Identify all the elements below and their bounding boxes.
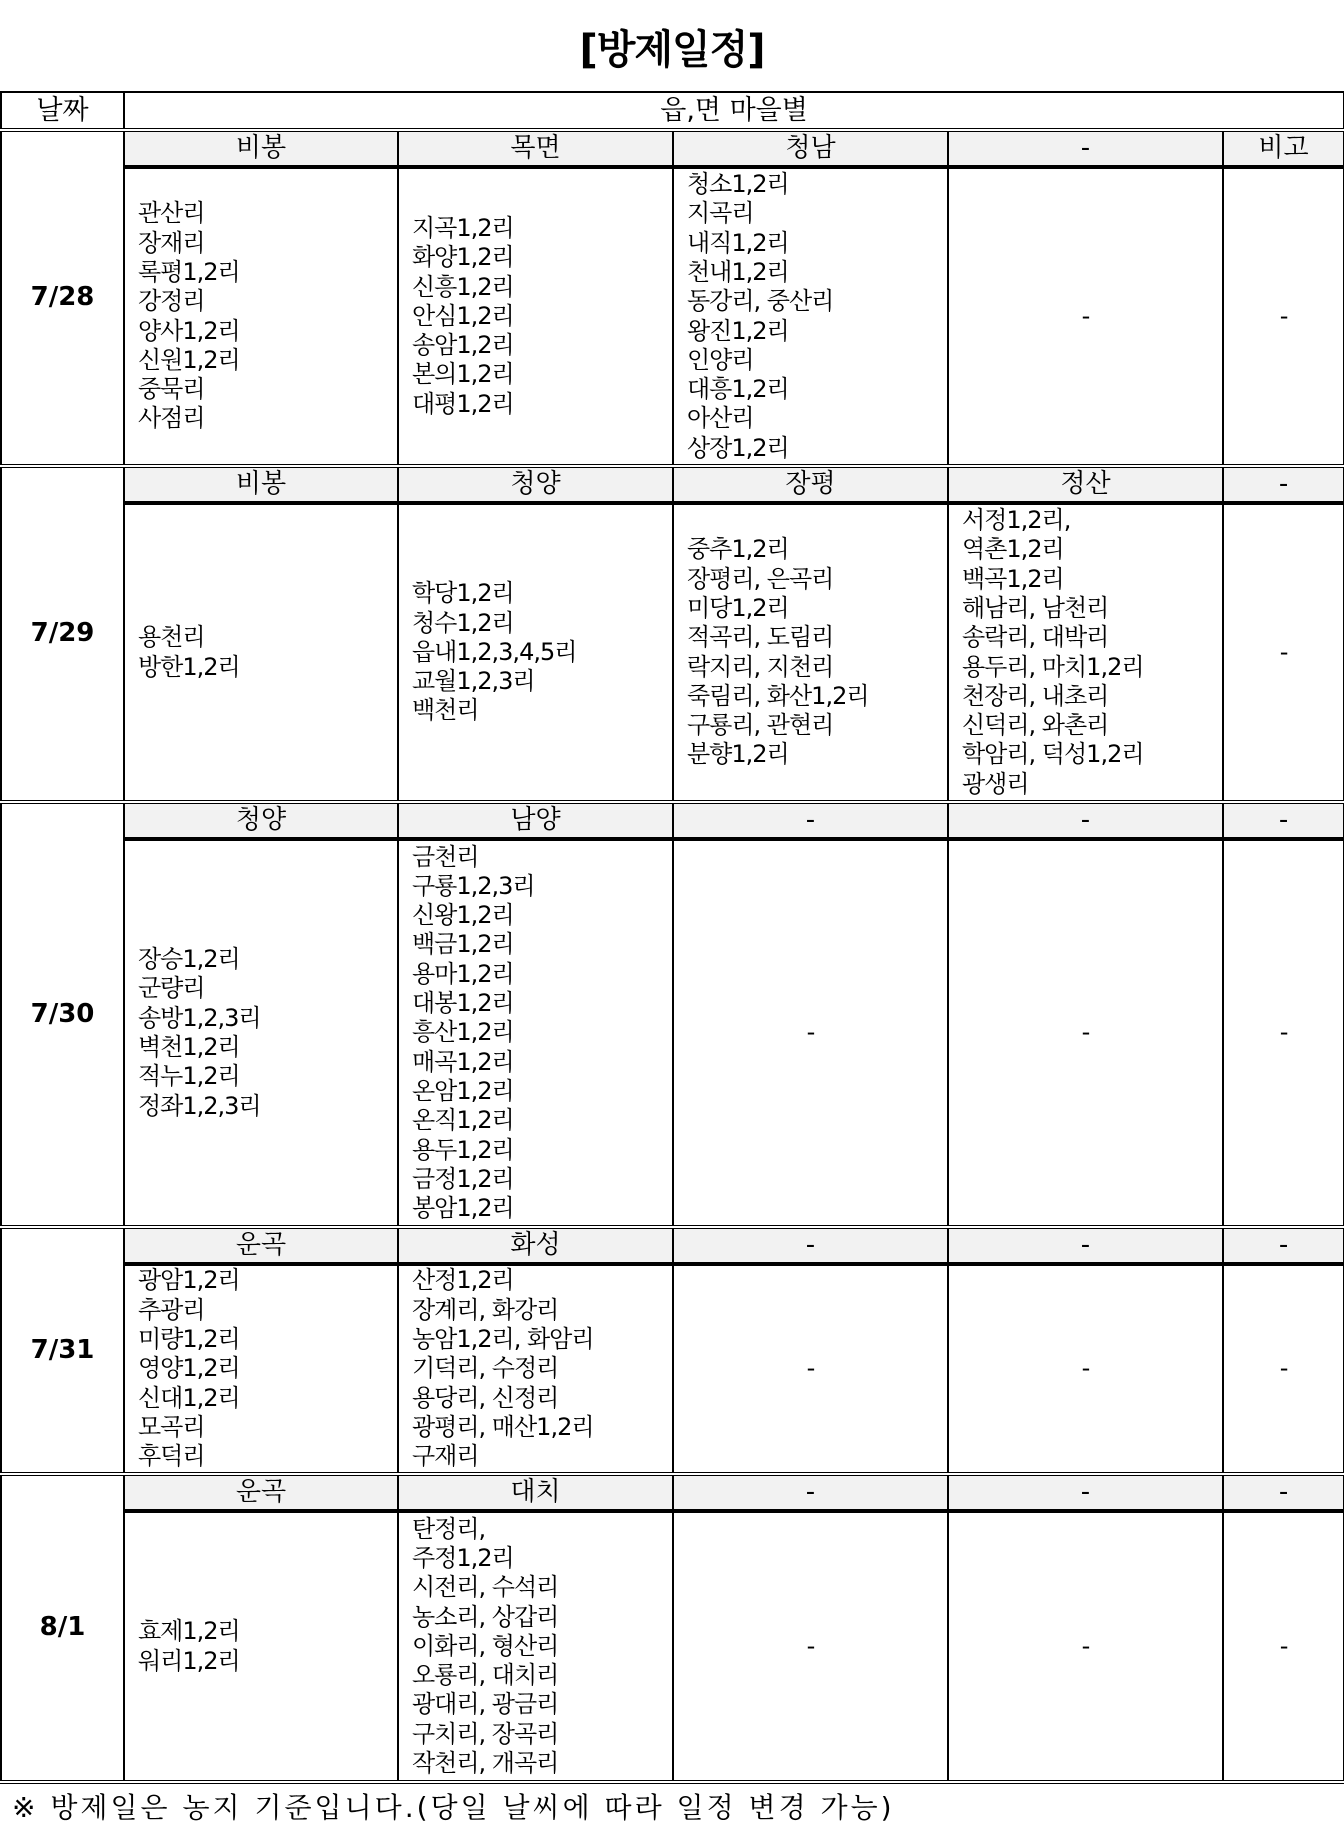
district-header-row (1, 1227, 1344, 1264)
village-list-cell (398, 839, 673, 1227)
district-header-row (1, 466, 1344, 503)
village-list-row (1, 1264, 1344, 1474)
district-name: 운곡 (124, 1474, 398, 1511)
village-item: 교월1,2,3리 (412, 667, 535, 696)
district-header-row (1, 130, 1344, 167)
village-item: 장계리, 화강리 (412, 1295, 559, 1324)
village-item: 용당리, 신정리 (412, 1383, 559, 1412)
village-item: 농소리, 상갑리 (412, 1602, 559, 1631)
village-item: 주정1,2리 (412, 1543, 514, 1572)
village-item: 효제1,2리 (138, 1617, 240, 1646)
village-item: 장재리 (138, 228, 205, 257)
district-name: - (1223, 1227, 1344, 1264)
village-item: 양사1,2리 (138, 316, 240, 345)
village-item: - (806, 1354, 815, 1383)
village-item: 광생리 (962, 769, 1029, 798)
district-name: 청양 (124, 802, 398, 839)
village-item: 신흥1,2리 (412, 272, 514, 301)
village-item: 작천리, 개곡리 (412, 1749, 559, 1778)
district-name: - (1223, 802, 1344, 839)
village-item: 대평1,2리 (412, 389, 514, 418)
village-item: 정좌1,2,3리 (138, 1091, 261, 1120)
district-name: 운곡 (124, 1227, 398, 1264)
village-item: 워리1,2리 (138, 1646, 240, 1675)
village-item: 적곡리, 도림리 (687, 623, 834, 652)
district-name: 남양 (398, 802, 673, 839)
village-item: 락지리, 지천리 (687, 652, 834, 681)
district-name: - (948, 1474, 1223, 1511)
village-item: - (1081, 301, 1090, 330)
village-list-row (1, 839, 1344, 1227)
village-item: 미량1,2리 (138, 1325, 240, 1354)
village-item: 후덕리 (138, 1442, 205, 1471)
village-item: 송암1,2리 (412, 331, 514, 360)
village-list-cell (398, 503, 673, 802)
district-name: - (673, 1474, 948, 1511)
village-item: 지곡1,2리 (412, 213, 514, 242)
village-item: 백천리 (412, 696, 479, 725)
date-cell: 7/28 (1, 130, 124, 466)
district-name: - (948, 1227, 1223, 1264)
village-item: 적누1,2리 (138, 1062, 240, 1091)
villages-header: 읍,면 마을별 (124, 92, 1344, 130)
village-item: 해남리, 남천리 (962, 593, 1109, 622)
village-item: 금천리 (412, 842, 479, 871)
village-item: 광암1,2리 (138, 1266, 240, 1295)
village-item: 금정1,2리 (412, 1164, 514, 1193)
village-item: 송락리, 대박리 (962, 623, 1109, 652)
district-name: 청양 (398, 466, 673, 503)
village-item: 천내1,2리 (687, 257, 789, 286)
village-list-cell (1223, 1511, 1344, 1782)
village-item: 중묵리 (138, 375, 205, 404)
district-header-row (1, 802, 1344, 839)
village-item: 장승1,2리 (138, 945, 240, 974)
district-name: - (948, 130, 1223, 167)
village-item: 중추1,2리 (687, 535, 789, 564)
village-item: 읍내1,2,3,4,5리 (412, 637, 577, 666)
village-list-cell (1223, 1264, 1344, 1474)
district-name: - (1223, 466, 1344, 503)
village-item: - (1279, 1631, 1288, 1660)
village-item: 관산리 (138, 199, 205, 228)
village-item: 흥산1,2리 (412, 1018, 514, 1047)
village-item: - (806, 1631, 815, 1660)
village-item: - (806, 1018, 815, 1047)
village-item: 내직1,2리 (687, 228, 789, 257)
village-list-cell (398, 1511, 673, 1782)
village-list-row (1, 503, 1344, 802)
village-item: 영양1,2리 (138, 1354, 240, 1383)
village-item: 이화리, 형산리 (412, 1631, 559, 1660)
village-list-cell (124, 503, 398, 802)
village-item: 시전리, 수석리 (412, 1573, 559, 1602)
village-item: 매곡1,2리 (412, 1047, 514, 1076)
village-item: 방한1,2리 (138, 652, 240, 681)
village-item: 동강리, 중산리 (687, 287, 834, 316)
village-list-cell (673, 1511, 948, 1782)
village-item: 청수1,2리 (412, 608, 514, 637)
village-list-cell (673, 167, 948, 466)
village-item: 농암1,2리, 화암리 (412, 1325, 594, 1354)
village-list-cell (1223, 503, 1344, 802)
village-item: 학암리, 덕성1,2리 (962, 740, 1144, 769)
district-name: - (673, 802, 948, 839)
village-list-cell (948, 167, 1223, 466)
village-item: 지곡리 (687, 199, 754, 228)
village-item: 송방1,2,3리 (138, 1003, 261, 1032)
footnote: ※ 방제일은 농지 기준입니다.(당일 날씨에 따라 일정 변경 가능) (12, 1791, 895, 1824)
district-name: 대치 (398, 1474, 673, 1511)
date-cell: 8/1 (1, 1474, 124, 1782)
date-cell: 7/30 (1, 802, 124, 1227)
village-item: - (1279, 1354, 1288, 1383)
district-name: - (1223, 1474, 1344, 1511)
village-list-cell (948, 839, 1223, 1227)
village-list-cell (398, 1264, 673, 1474)
village-list-cell (1223, 839, 1344, 1227)
village-item: 군량리 (138, 974, 205, 1003)
district-name: 비봉 (124, 130, 398, 167)
village-item: - (1081, 1354, 1090, 1383)
village-item: 모곡리 (138, 1412, 205, 1441)
village-item: 록평1,2리 (138, 257, 240, 286)
village-item: 서정1,2리, (962, 506, 1071, 535)
village-item: 미당1,2리 (687, 593, 789, 622)
district-name: 비봉 (124, 466, 398, 503)
district-name: 비고 (1223, 130, 1344, 167)
district-name: 정산 (948, 466, 1223, 503)
village-list-row (1, 1511, 1344, 1782)
village-item: 왕진1,2리 (687, 316, 789, 345)
date-cell: 7/29 (1, 466, 124, 802)
village-item: 구룡리, 관현리 (687, 711, 834, 740)
district-name: 청남 (673, 130, 948, 167)
village-item: 용마1,2리 (412, 959, 514, 988)
village-item: - (1279, 301, 1288, 330)
village-item: 광평리, 매산1,2리 (412, 1412, 594, 1441)
district-header-row (1, 1474, 1344, 1511)
district-name: 화성 (398, 1227, 673, 1264)
village-item: 탄정리, (412, 1514, 486, 1543)
village-item: 본의1,2리 (412, 360, 514, 389)
village-item: 대봉1,2리 (412, 989, 514, 1018)
village-item: 구재리 (412, 1442, 479, 1471)
district-name: - (673, 1227, 948, 1264)
village-item: 광대리, 광금리 (412, 1690, 559, 1719)
date-cell: 7/31 (1, 1227, 124, 1474)
village-list-cell (124, 839, 398, 1227)
village-list-row (1, 167, 1344, 466)
village-list-cell (948, 503, 1223, 802)
village-item: 학당1,2리 (412, 579, 514, 608)
village-item: 구룡1,2,3리 (412, 871, 535, 900)
page-title: [방제일정] (579, 27, 765, 73)
village-item: 아산리 (687, 404, 754, 433)
village-list-cell (398, 167, 673, 466)
village-item: 신대1,2리 (138, 1383, 240, 1412)
village-item: 강정리 (138, 287, 205, 316)
village-item: 산정1,2리 (412, 1266, 514, 1295)
village-item: 분향1,2리 (687, 740, 789, 769)
village-item: 백금1,2리 (412, 930, 514, 959)
village-list-cell (124, 1264, 398, 1474)
village-item: - (1081, 1631, 1090, 1660)
village-list-cell (673, 1264, 948, 1474)
village-item: 천장리, 내초리 (962, 681, 1109, 710)
district-name: 장평 (673, 466, 948, 503)
village-item: 신왕1,2리 (412, 901, 514, 930)
village-item: 온암1,2리 (412, 1076, 514, 1105)
village-list-cell (124, 167, 398, 466)
village-item: 추광리 (138, 1295, 205, 1324)
village-item: - (1279, 637, 1288, 666)
village-item: 기덕리, 수정리 (412, 1354, 559, 1383)
village-list-cell (948, 1511, 1223, 1782)
village-item: 인양리 (687, 345, 754, 374)
village-item: 용두1,2리 (412, 1135, 514, 1164)
village-item: 봉암1,2리 (412, 1194, 514, 1223)
village-item: 죽림리, 화산1,2리 (687, 681, 869, 710)
date-header: 날짜 (1, 92, 124, 130)
village-item: 청소1,2리 (687, 170, 789, 199)
district-name: - (948, 802, 1223, 839)
village-list-cell (948, 1264, 1223, 1474)
village-list-cell (673, 839, 948, 1227)
village-list-cell (1223, 167, 1344, 466)
village-item: 용천리 (138, 623, 205, 652)
village-item: 오룡리, 대치리 (412, 1661, 559, 1690)
village-item: 구치리, 장곡리 (412, 1719, 559, 1748)
village-item: 벽천1,2리 (138, 1033, 240, 1061)
village-item: 용두리, 마치1,2리 (962, 652, 1144, 681)
schedule-table (0, 91, 1344, 1784)
village-item: 안심1,2리 (412, 301, 514, 330)
village-item: 역촌1,2리 (962, 535, 1064, 564)
village-item: - (1081, 1018, 1090, 1047)
village-item: 온직1,2리 (412, 1106, 514, 1135)
village-item: 화양1,2리 (412, 243, 514, 272)
village-list-cell (124, 1511, 398, 1782)
district-name: 목면 (398, 130, 673, 167)
village-item: 대흥1,2리 (687, 375, 789, 404)
village-item: 신원1,2리 (138, 345, 240, 374)
header-row (1, 92, 1344, 130)
village-item: 장평리, 은곡리 (687, 564, 834, 593)
village-item: 사점리 (138, 404, 205, 433)
village-item: 백곡1,2리 (962, 564, 1064, 593)
village-item: - (1279, 1018, 1288, 1047)
village-item: 상장1,2리 (687, 433, 789, 462)
village-list-cell (673, 503, 948, 802)
village-item: 신덕리, 와촌리 (962, 711, 1109, 740)
